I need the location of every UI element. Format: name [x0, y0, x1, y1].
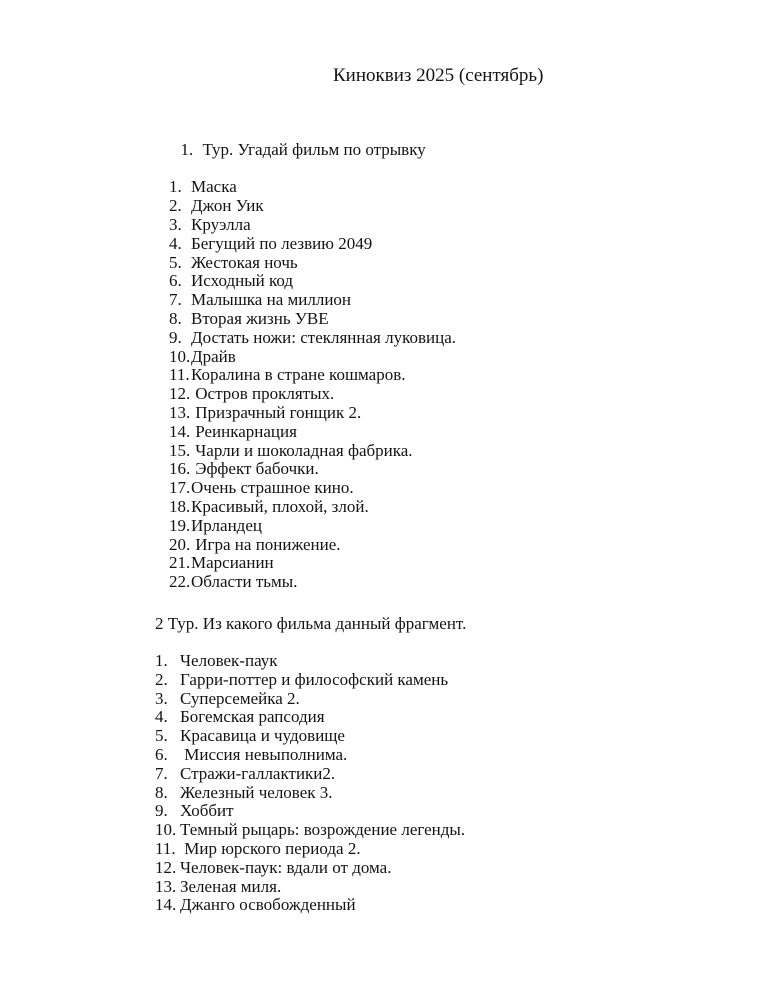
quiz-item-number: 7.	[169, 290, 182, 310]
quiz-item	[155, 498, 456, 517]
quiz-item-text: Круэлла	[191, 214, 251, 234]
quiz-item-text: Мир юрского периода 2.	[180, 838, 361, 858]
quiz-item	[155, 821, 465, 840]
quiz-item-number: 1.	[155, 651, 168, 670]
quiz-item-text: Области тьмы.	[191, 572, 298, 592]
round-2-answer-list	[155, 652, 465, 915]
quiz-item	[155, 784, 465, 803]
quiz-item	[155, 423, 456, 442]
quiz-item-number: 14.	[155, 895, 177, 915]
quiz-item-number: 14.	[169, 421, 191, 441]
quiz-item-number: 9.	[155, 801, 168, 821]
quiz-item	[155, 746, 465, 765]
quiz-item-text: Остров проклятых.	[191, 384, 335, 404]
quiz-item-number: 2.	[169, 196, 182, 216]
quiz-item-number: 15.	[169, 440, 191, 460]
quiz-item-text: Человек-паук: вдали от дома.	[180, 857, 392, 877]
quiz-item	[155, 878, 465, 897]
quiz-item-text: Человек-паук	[180, 651, 278, 670]
quiz-item	[155, 840, 465, 859]
quiz-item-number: 20.	[169, 534, 191, 554]
quiz-item-text: Суперсемейка 2.	[180, 688, 300, 708]
quiz-item-number: 4.	[169, 233, 182, 253]
quiz-item	[155, 366, 456, 385]
quiz-item-text: Миссия невыполнима.	[180, 744, 348, 764]
quiz-item-number: 12.	[169, 384, 191, 404]
quiz-item-number: 6.	[155, 744, 168, 764]
quiz-item	[155, 859, 465, 878]
quiz-item-text: Малышка на миллион	[191, 290, 352, 310]
quiz-item-text: Очень страшное кино.	[191, 478, 354, 498]
quiz-item-text: Гарри-поттер и философский камень	[180, 669, 449, 689]
quiz-item-text: Чарли и шоколадная фабрика.	[191, 440, 413, 460]
quiz-item	[155, 216, 456, 235]
round-1-section	[155, 122, 456, 592]
quiz-item-number: 9.	[169, 327, 182, 347]
quiz-item-text: Эффект бабочки.	[191, 459, 319, 479]
quiz-item	[155, 536, 456, 555]
quiz-item-text: Джон Уик	[191, 196, 264, 216]
round-2-section	[155, 652, 465, 915]
quiz-item	[155, 517, 456, 536]
quiz-item	[155, 348, 456, 367]
quiz-item-text: Вторая жизнь УВЕ	[191, 308, 329, 328]
quiz-item-text: Коралина в стране кошмаров.	[191, 365, 406, 385]
quiz-item-number: 8.	[155, 782, 168, 802]
quiz-item-number: 19.	[169, 515, 191, 535]
quiz-item-text: Марсианин	[191, 553, 274, 573]
quiz-item	[155, 765, 465, 784]
quiz-item	[155, 708, 465, 727]
quiz-item-number: 10.	[155, 820, 177, 840]
quiz-item	[155, 652, 465, 671]
quiz-item	[155, 671, 465, 690]
quiz-item-text: Жестокая ночь	[191, 252, 298, 272]
quiz-item	[155, 329, 456, 348]
round-1-heading	[155, 122, 456, 178]
quiz-item-number: 5.	[169, 252, 182, 272]
quiz-item	[155, 235, 456, 254]
quiz-item-number: 3.	[155, 688, 168, 708]
quiz-item	[155, 197, 456, 216]
quiz-item	[155, 554, 456, 573]
quiz-item	[155, 385, 456, 404]
quiz-item	[155, 254, 456, 273]
quiz-item-text: Джанго освобожденный	[180, 895, 356, 915]
quiz-item	[155, 310, 456, 329]
quiz-item-text: Достать ножи: стеклянная луковица.	[191, 327, 457, 347]
quiz-item-text: Железный человек 3.	[180, 782, 333, 802]
round-1-heading-text: Тур. Угадай фильм по отрывку	[202, 139, 426, 159]
quiz-item-number: 13.	[155, 876, 177, 896]
quiz-item	[155, 479, 456, 498]
quiz-item-number: 11.	[155, 838, 176, 858]
round-1-answer-list	[155, 178, 456, 592]
quiz-item	[155, 404, 456, 423]
quiz-item	[155, 727, 465, 746]
quiz-item	[155, 802, 465, 821]
quiz-item	[155, 442, 456, 461]
quiz-item	[155, 460, 456, 479]
document-title: Киноквиз 2025 (сентябрь)	[333, 65, 544, 86]
quiz-item-text: Красавица и чудовище	[180, 726, 345, 746]
quiz-item-text: Темный рыцарь: возрождение легенды.	[180, 820, 466, 840]
quiz-item-text: Ирландец	[191, 515, 262, 535]
quiz-item-number: 16.	[169, 459, 191, 479]
round-1-heading-number: 1.	[180, 139, 194, 159]
quiz-item	[155, 272, 456, 291]
quiz-item-text: Зеленая миля.	[180, 876, 282, 896]
quiz-item-text: Стражи-галлактики2.	[180, 763, 336, 783]
quiz-item-number: 2.	[155, 669, 168, 689]
round-2-heading: 2 Тур. Из какого фильма данный фрагмент.	[155, 614, 467, 633]
quiz-item-text: Богемская рапсодия	[180, 707, 325, 727]
quiz-item-number: 6.	[169, 271, 182, 291]
quiz-item-number: 17.	[169, 478, 191, 498]
quiz-item-text: Красивый, плохой, злой.	[191, 496, 369, 516]
quiz-item-number: 8.	[169, 308, 182, 328]
quiz-item	[155, 178, 456, 197]
quiz-item-text: Призрачный гонщик 2.	[191, 402, 362, 422]
quiz-item-text: Бегущий по лезвию 2049	[191, 233, 373, 253]
quiz-item-number: 11.	[169, 365, 190, 385]
quiz-item-number: 3.	[169, 214, 182, 234]
quiz-item-number: 5.	[155, 726, 168, 746]
quiz-item	[155, 291, 456, 310]
quiz-item-text: Маска	[191, 177, 237, 197]
quiz-item-text: Хоббит	[180, 801, 234, 821]
quiz-item	[155, 896, 465, 915]
quiz-item-number: 13.	[169, 402, 191, 422]
quiz-item-number: 10.	[169, 346, 191, 366]
quiz-item-number: 18.	[169, 496, 191, 516]
quiz-item-number: 4.	[155, 707, 168, 727]
quiz-item-number: 21.	[169, 553, 191, 573]
quiz-item	[155, 690, 465, 709]
quiz-item-text: Драйв	[191, 346, 236, 366]
quiz-item-number: 12.	[155, 857, 177, 877]
quiz-item-text: Исходный код	[191, 271, 294, 291]
quiz-item-text: Игра на понижение.	[191, 534, 341, 554]
quiz-item-text: Реинкарнация	[191, 421, 297, 441]
quiz-item-number: 7.	[155, 763, 168, 783]
quiz-item-number: 1.	[169, 177, 182, 197]
quiz-item-number: 22.	[169, 572, 191, 592]
quiz-item	[155, 573, 456, 592]
